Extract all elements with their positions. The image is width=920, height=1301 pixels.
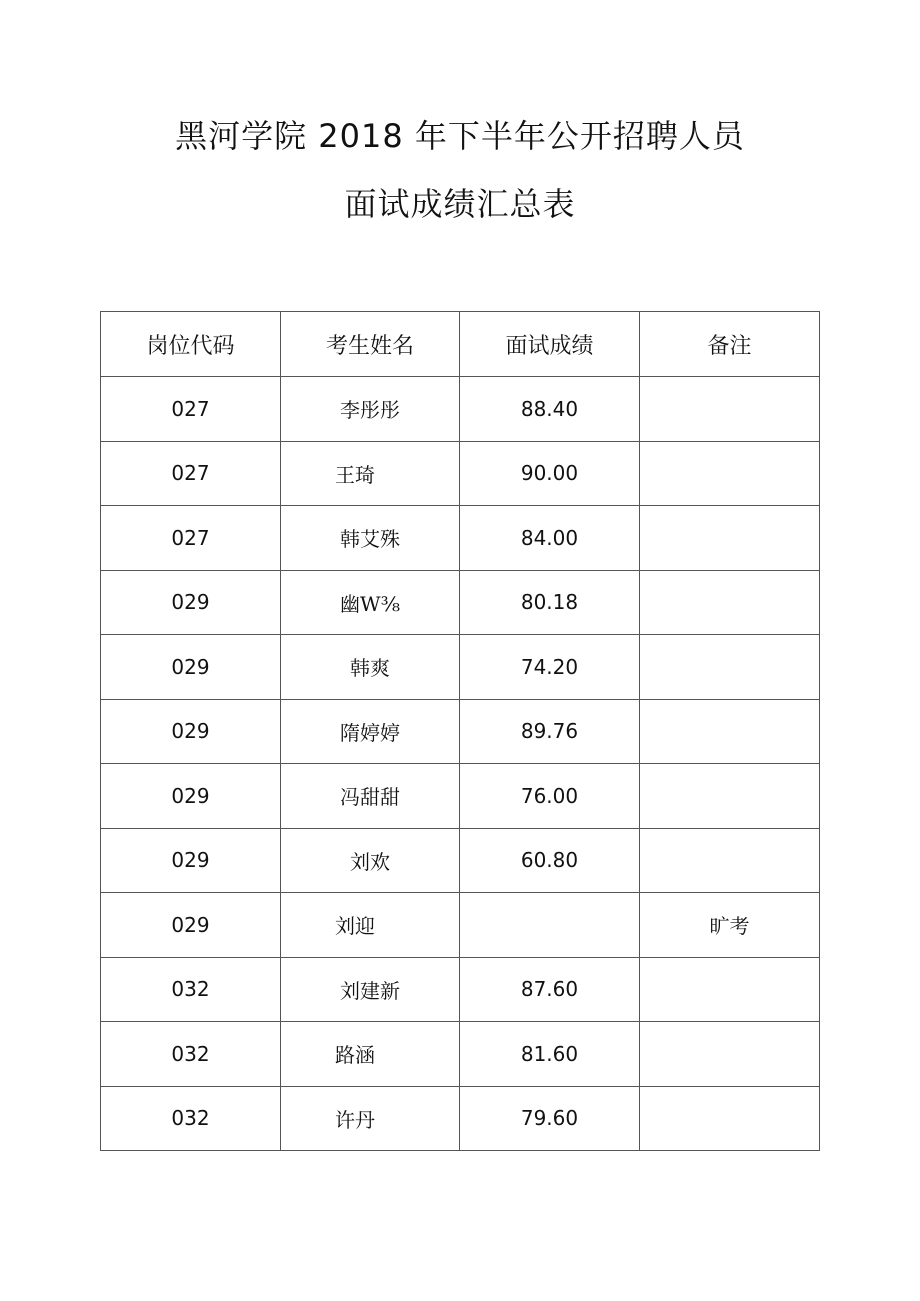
score-cell: 74.20 [460,635,640,700]
page-title-line-1: 黑河学院 2018 年下半年公开招聘人员 [175,117,745,155]
position-code-cell: 032 [101,1022,281,1087]
score-cell: 80.18 [460,570,640,635]
candidate-name-cell: 冯甜甜 [281,764,460,829]
position-code-cell: 029 [101,699,281,764]
page-title-line-2: 面试成绩汇总表 [344,185,576,223]
header-interview-score: 面试成绩 [460,312,640,377]
note-cell [640,1086,820,1151]
position-code-cell: 032 [101,1086,281,1151]
candidate-name-cell: 刘迎 [281,893,460,958]
header-position-code: 岗位代码 [101,312,281,377]
table-header-row [101,312,820,377]
position-code-cell: 027 [101,441,281,506]
score-cell: 76.00 [460,764,640,829]
table-row [101,570,820,635]
position-code-cell: 032 [101,957,281,1022]
table-row [101,1086,820,1151]
score-cell: 60.80 [460,828,640,893]
score-cell: 87.60 [460,957,640,1022]
note-cell [640,635,820,700]
note-cell [640,957,820,1022]
results-table [100,311,820,1151]
candidate-name-cell: 隋婷婷 [281,699,460,764]
table-row [101,957,820,1022]
score-cell [460,893,640,958]
position-code-cell: 027 [101,506,281,571]
table-row [101,893,820,958]
table-row [101,764,820,829]
position-code-cell: 029 [101,570,281,635]
score-cell: 90.00 [460,441,640,506]
table-row [101,506,820,571]
candidate-name-cell: 李彤彤 [281,377,460,442]
score-cell: 79.60 [460,1086,640,1151]
candidate-name-cell: 韩爽 [281,635,460,700]
table-row [101,699,820,764]
note-cell [640,441,820,506]
score-cell: 84.00 [460,506,640,571]
candidate-name-cell: 路涵 [281,1022,460,1087]
position-code-cell: 029 [101,764,281,829]
table-row [101,377,820,442]
position-code-cell: 029 [101,828,281,893]
score-cell: 88.40 [460,377,640,442]
note-cell [640,1022,820,1087]
note-cell [640,699,820,764]
candidate-name-cell: 韩艾殊 [281,506,460,571]
table-row [101,828,820,893]
candidate-name-cell: 王琦 [281,441,460,506]
table-row [101,1022,820,1087]
note-cell: 旷考 [640,893,820,958]
note-cell [640,764,820,829]
note-cell [640,506,820,571]
candidate-name-cell: 刘建新 [281,957,460,1022]
position-code-cell: 027 [101,377,281,442]
candidate-name-cell: 许丹 [281,1086,460,1151]
candidate-name-cell: 幽W⅜ [281,570,460,635]
candidate-name-cell: 刘欢 [281,828,460,893]
header-candidate-name: 考生姓名 [281,312,460,377]
note-cell [640,570,820,635]
position-code-cell: 029 [101,893,281,958]
score-cell: 89.76 [460,699,640,764]
note-cell [640,828,820,893]
position-code-cell: 029 [101,635,281,700]
table-row [101,441,820,506]
table-row [101,635,820,700]
note-cell [640,377,820,442]
header-remarks: 备注 [640,312,820,377]
score-cell: 81.60 [460,1022,640,1087]
